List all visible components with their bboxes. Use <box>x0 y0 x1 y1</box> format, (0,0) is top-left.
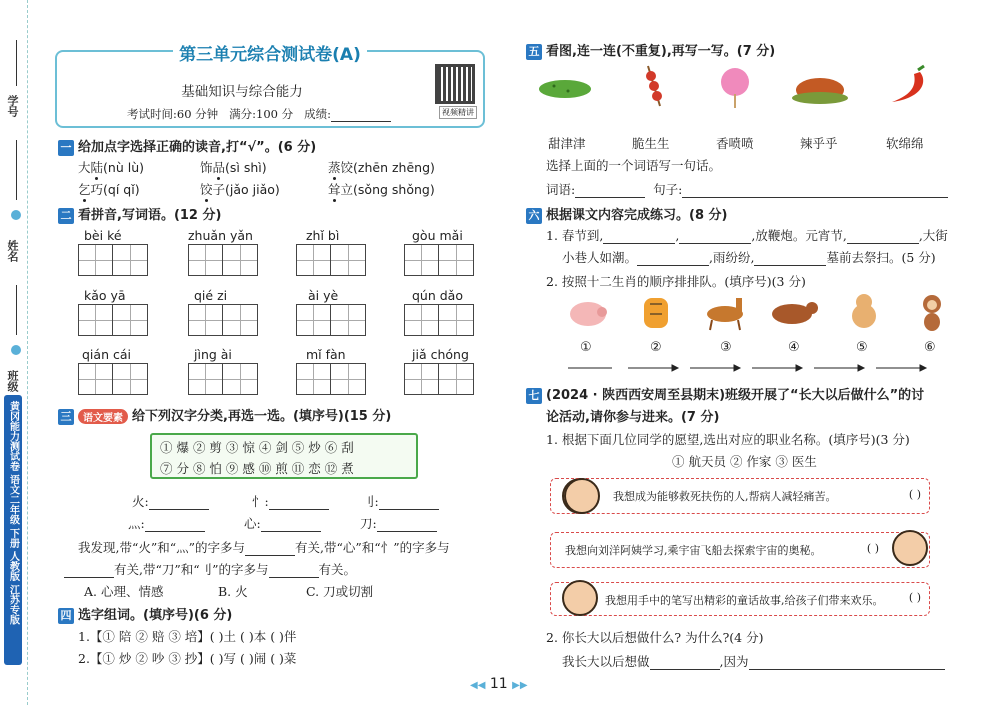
pinyin-label: kǎo yā <box>84 288 126 303</box>
writing-grid[interactable] <box>78 363 148 395</box>
s1-item: 蒸饺(zhēn zhēng) <box>328 160 435 175</box>
boy-avatar-icon <box>564 478 600 514</box>
s7-q2: 2. 你长大以后想做什么? 为什么?(4 分) <box>546 630 764 645</box>
radical-heart-side: 忄: <box>252 492 329 510</box>
writing-grid[interactable] <box>188 244 258 276</box>
score-blank[interactable] <box>331 107 391 122</box>
boy-avatar-2-icon <box>562 580 598 616</box>
pig-icon <box>570 302 607 326</box>
s7-answer-line: 我长大以后想做 ,因为 <box>562 652 945 670</box>
student-no-label: 学号 <box>6 95 19 117</box>
section-7-heading: 七 (2024 · 陕西西安周至县期末)班级开展了“长大以后做什么”的讨 <box>526 384 924 404</box>
section-6-heading: 六 根据课文内容完成练习。(8 分) <box>526 204 727 224</box>
binding-margin <box>0 0 28 705</box>
finding-line-1: 我发现,带“火”和“灬”的字多与 有关,带“心”和“忄”的字多与 <box>78 540 450 555</box>
s5-answer-line: 词语: 句子: <box>546 180 948 198</box>
word-option[interactable]: 辣乎乎 <box>800 136 838 151</box>
pinyin-label: jìng ài <box>194 347 232 362</box>
brand-bar: 黄冈能力测试卷 语文二年级 下册 人教版 江苏专版 <box>4 395 22 665</box>
tiger-icon <box>644 298 668 328</box>
animal-number: ② <box>650 340 662 355</box>
qr-caption: 视频精讲 <box>439 106 477 119</box>
class-label: 班级 <box>6 370 19 392</box>
pinyin-label: jiǎ chóng <box>412 347 469 362</box>
writing-grid[interactable] <box>188 363 258 395</box>
pinyin-label: zhǐ bì <box>306 228 340 243</box>
writing-grid[interactable] <box>404 244 474 276</box>
tag-badge: 语文要素 <box>78 409 128 424</box>
writing-grid[interactable] <box>78 244 148 276</box>
name-label: 姓名 <box>6 240 19 262</box>
finding-line-2: 有关,带“刀”和“刂”的字多与 有关。 <box>64 560 356 578</box>
divider <box>16 40 17 86</box>
horse-icon <box>707 298 743 330</box>
section-2-heading: 二 看拼音,写词语。(12 分) <box>58 204 221 224</box>
pinyin-label: qié zi <box>194 288 228 303</box>
section-5-heading: 五 看图,连一连(不重复),再写一写。(7 分) <box>526 40 775 60</box>
candied-haws-icon <box>646 66 662 106</box>
exam-header <box>55 45 485 128</box>
animal-number: ⑥ <box>924 340 936 355</box>
exam-title: 第三单元综合测试卷(A) <box>57 40 483 65</box>
s6-q2: 2. 按照十二生肖的顺序排排队。(填序号)(3 分) <box>546 274 806 289</box>
sentence-blank[interactable] <box>682 182 948 198</box>
option-a[interactable]: A. 心理、情感 <box>84 584 164 599</box>
animal-number: ① <box>580 340 592 355</box>
section-4-heading: 四 选字组词。(填序号)(6 分) <box>58 604 232 624</box>
divider <box>16 285 17 335</box>
s1-item: 大陆(nù lù) <box>78 160 144 175</box>
seal-dot <box>11 210 21 220</box>
character-box <box>150 433 418 479</box>
pinyin-label: gòu mǎi <box>412 228 463 243</box>
s1-item: 耸立(sǒng shǒng) <box>328 182 435 197</box>
section-3-heading: 三 语文要素 给下列汉字分类,再选一选。(填序号)(15 分) <box>58 405 391 425</box>
s1-item: 饰品(sì shì) <box>200 160 267 175</box>
animal-number: ③ <box>720 340 732 355</box>
pinyin-label: mǐ fàn <box>306 347 346 362</box>
s1-item: 饺子(jǎo jiǎo) <box>200 182 280 197</box>
s6-q1-line1: 1. 春节到, , ,放鞭炮。元宵节, ,大街 <box>546 228 948 243</box>
section-7-heading-cont: 论活动,请你参与进来。(7 分) <box>546 410 720 425</box>
next-arrow-icon: ▶▶ <box>512 680 528 691</box>
dog-icon <box>852 294 876 328</box>
char-row: ⑦ 分 ⑧ 怕 ⑨ 感 ⑩ 煎 ⑪ 恋 ⑫ 煮 <box>160 461 354 476</box>
job-options: ① 航天员 ② 作家 ③ 医生 <box>672 454 817 469</box>
pinyin-label: bèi ké <box>84 228 122 243</box>
writing-grid[interactable] <box>78 304 148 336</box>
wish-bubble-2: 我想向刘洋阿姨学习,乘宇宙飞船去探索宇宙的奥秘。 ( ) <box>550 532 930 568</box>
writing-grid[interactable] <box>188 304 258 336</box>
option-b[interactable]: B. 火 <box>218 584 248 599</box>
writing-grid[interactable] <box>404 363 474 395</box>
seal-dot <box>11 345 21 355</box>
chili-pepper-icon <box>892 66 924 102</box>
char-row: ① 爆 ② 剪 ③ 惊 ④ 剑 ⑤ 炒 ⑥ 刮 <box>160 440 354 455</box>
radical-heart: 心: <box>244 514 321 532</box>
radical-fire-dots: 灬: <box>128 514 205 532</box>
girl-avatar-icon <box>892 530 928 566</box>
wish-bubble-3: 我想用手中的笔写出精彩的童话故事,给孩子们带来欢乐。 ( ) <box>550 582 930 616</box>
word-option[interactable]: 脆生生 <box>632 136 670 151</box>
radical-knife-side: 刂: <box>362 492 439 510</box>
order-arrows <box>568 360 948 372</box>
word-option[interactable]: 香喷喷 <box>716 136 754 151</box>
pinyin-label: zhuǎn yǎn <box>188 228 253 243</box>
pinyin-label: ài yè <box>308 288 339 303</box>
divider <box>16 140 17 200</box>
word-option[interactable]: 软绵绵 <box>886 136 924 151</box>
cucumber-icon <box>539 80 591 98</box>
section-1-heading: 一 给加点字选择正确的读音,打“√”。(6 分) <box>58 136 316 156</box>
writing-grid[interactable] <box>296 244 366 276</box>
food-pictures <box>530 64 950 108</box>
cotton-candy-icon <box>721 68 749 108</box>
animal-number: ⑤ <box>856 340 868 355</box>
writing-grid[interactable] <box>404 304 474 336</box>
s1-item: 乞巧(qí qǐ) <box>78 182 140 197</box>
roast-duck-icon <box>792 78 848 104</box>
s4-row-2: 2.【① 炒 ② 吵 ③ 抄】( )写 ( )闹 ( )菜 <box>78 651 297 666</box>
exam-info: 考试时间:60 分钟 满分:100 分 成绩: <box>127 106 391 122</box>
wish-bubble-1: 我想成为能够救死扶伤的人,帮病人减轻痛苦。 ( ) <box>550 478 930 514</box>
pinyin-label: qián cái <box>82 347 131 362</box>
prev-arrow-icon: ◀◀ <box>470 680 486 691</box>
writing-grid[interactable] <box>296 363 366 395</box>
exam-subtitle: 基础知识与综合能力 <box>181 84 303 100</box>
page-number: ◀◀ 11 ▶▶ <box>470 676 528 692</box>
ox-icon <box>772 302 818 324</box>
s4-row-1: 1.【① 陪 ② 赔 ③ 培】( )土 ( )本 ( )伴 <box>78 629 297 644</box>
monkey-icon <box>923 295 941 331</box>
option-c[interactable]: C. 刀或切割 <box>306 584 374 599</box>
animal-number: ④ <box>788 340 800 355</box>
s5-instruction: 选择上面的一个词语写一句话。 <box>546 158 722 173</box>
radical-knife: 刀: <box>360 514 437 532</box>
qr-code-icon[interactable] <box>435 64 475 104</box>
word-blank[interactable] <box>575 182 645 198</box>
pinyin-label: qún dǎo <box>412 288 463 303</box>
radical-fire: 火: <box>132 492 209 510</box>
writing-grid[interactable] <box>296 304 366 336</box>
word-option[interactable]: 甜津津 <box>548 136 586 151</box>
s7-q1: 1. 根据下面几位同学的愿望,选出对应的职业名称。(填序号)(3 分) <box>546 432 910 447</box>
zodiac-animals <box>560 292 960 332</box>
s6-q1-line2: 小巷人如潮。 ,雨纷纷, 墓前去祭扫。(5 分) <box>562 250 936 265</box>
